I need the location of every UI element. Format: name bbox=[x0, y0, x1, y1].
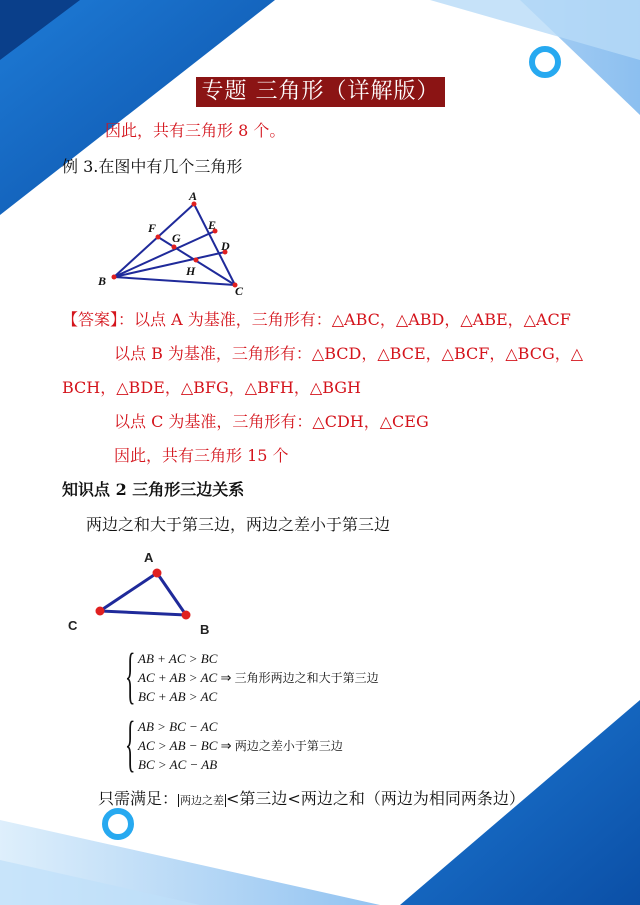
corner-wedge-top-left bbox=[0, 0, 275, 215]
point-F bbox=[156, 235, 161, 240]
point-G bbox=[172, 245, 177, 250]
inequality-row-3: BC > AC − AB bbox=[138, 757, 218, 772]
figure-triangle-abc bbox=[60, 548, 230, 640]
answer-line-3: BCH，△BDE，△BFG，△BFH，△BGH bbox=[62, 378, 361, 397]
page-title: 专题 三角形（详解版） bbox=[196, 77, 445, 107]
label-A: A bbox=[144, 550, 154, 565]
knowledge-point-2-heading: 知识点 2 三角形三边关系 bbox=[62, 480, 245, 499]
label-B: B bbox=[98, 274, 107, 288]
inequality-row-3: BC + AB > AC bbox=[138, 689, 218, 704]
answer-line-1: 【答案】：以点 A 为基准，三角形有：△ABC，△ABD，△ABE，△ACF bbox=[62, 310, 571, 329]
brace: { bbox=[125, 710, 136, 778]
brace: { bbox=[125, 642, 136, 710]
segment-BA bbox=[114, 204, 194, 277]
segment-BE bbox=[114, 231, 215, 277]
label-E: E bbox=[208, 218, 217, 232]
segment-BC bbox=[114, 277, 235, 285]
knowledge-point-2-statement: 两边之和大于第三边，两边之差小于第三边 bbox=[86, 515, 391, 534]
summary-condition bbox=[98, 789, 525, 811]
summary-abs-difference: 两边之差 bbox=[180, 794, 225, 807]
label-A: A bbox=[189, 189, 198, 203]
figure-triangles-example3 bbox=[90, 185, 260, 300]
triangle-abc-outline bbox=[100, 573, 186, 615]
inequality-row-1: AB > BC − AC bbox=[138, 719, 218, 734]
point-B bbox=[112, 275, 117, 280]
inequality-row-1: AB + AC > BC bbox=[138, 651, 218, 666]
point-A bbox=[153, 569, 162, 578]
answer-line-4: 以点 C 为基准，三角形有：△CDH，△CEG bbox=[114, 412, 429, 431]
label-F: F bbox=[148, 221, 157, 235]
label-C: C bbox=[235, 284, 244, 298]
label-D: D bbox=[221, 239, 230, 253]
summary-prefix: 只需满足： bbox=[98, 789, 179, 808]
summary-rest: <第三边<两边之和（两边为相同两条边） bbox=[226, 789, 525, 808]
point-C bbox=[96, 607, 105, 616]
inequality-row-2: AC + AB > AC ⇒ 三角形两边之和大于第三边 bbox=[138, 670, 379, 685]
inequality-row-2: AC > AB − BC ⇒ 两边之差小于第三边 bbox=[138, 738, 343, 753]
answer-line-2: 以点 B 为基准，三角形有：△BCD，△BCE，△BCF，△BCG，△ bbox=[114, 344, 584, 363]
label-B: B bbox=[200, 622, 210, 637]
point-H bbox=[194, 258, 199, 263]
example-3-question: 例 3.在图中有几个三角形 bbox=[62, 157, 243, 176]
label-C: C bbox=[68, 618, 78, 633]
label-H: H bbox=[186, 264, 196, 278]
answer-line-5: 因此，共有三角形 15 个 bbox=[114, 446, 289, 465]
label-G: G bbox=[172, 231, 181, 245]
previous-conclusion: 因此，共有三角形 8 个。 bbox=[105, 121, 286, 140]
segment-BD bbox=[114, 252, 225, 277]
point-B bbox=[182, 611, 191, 620]
